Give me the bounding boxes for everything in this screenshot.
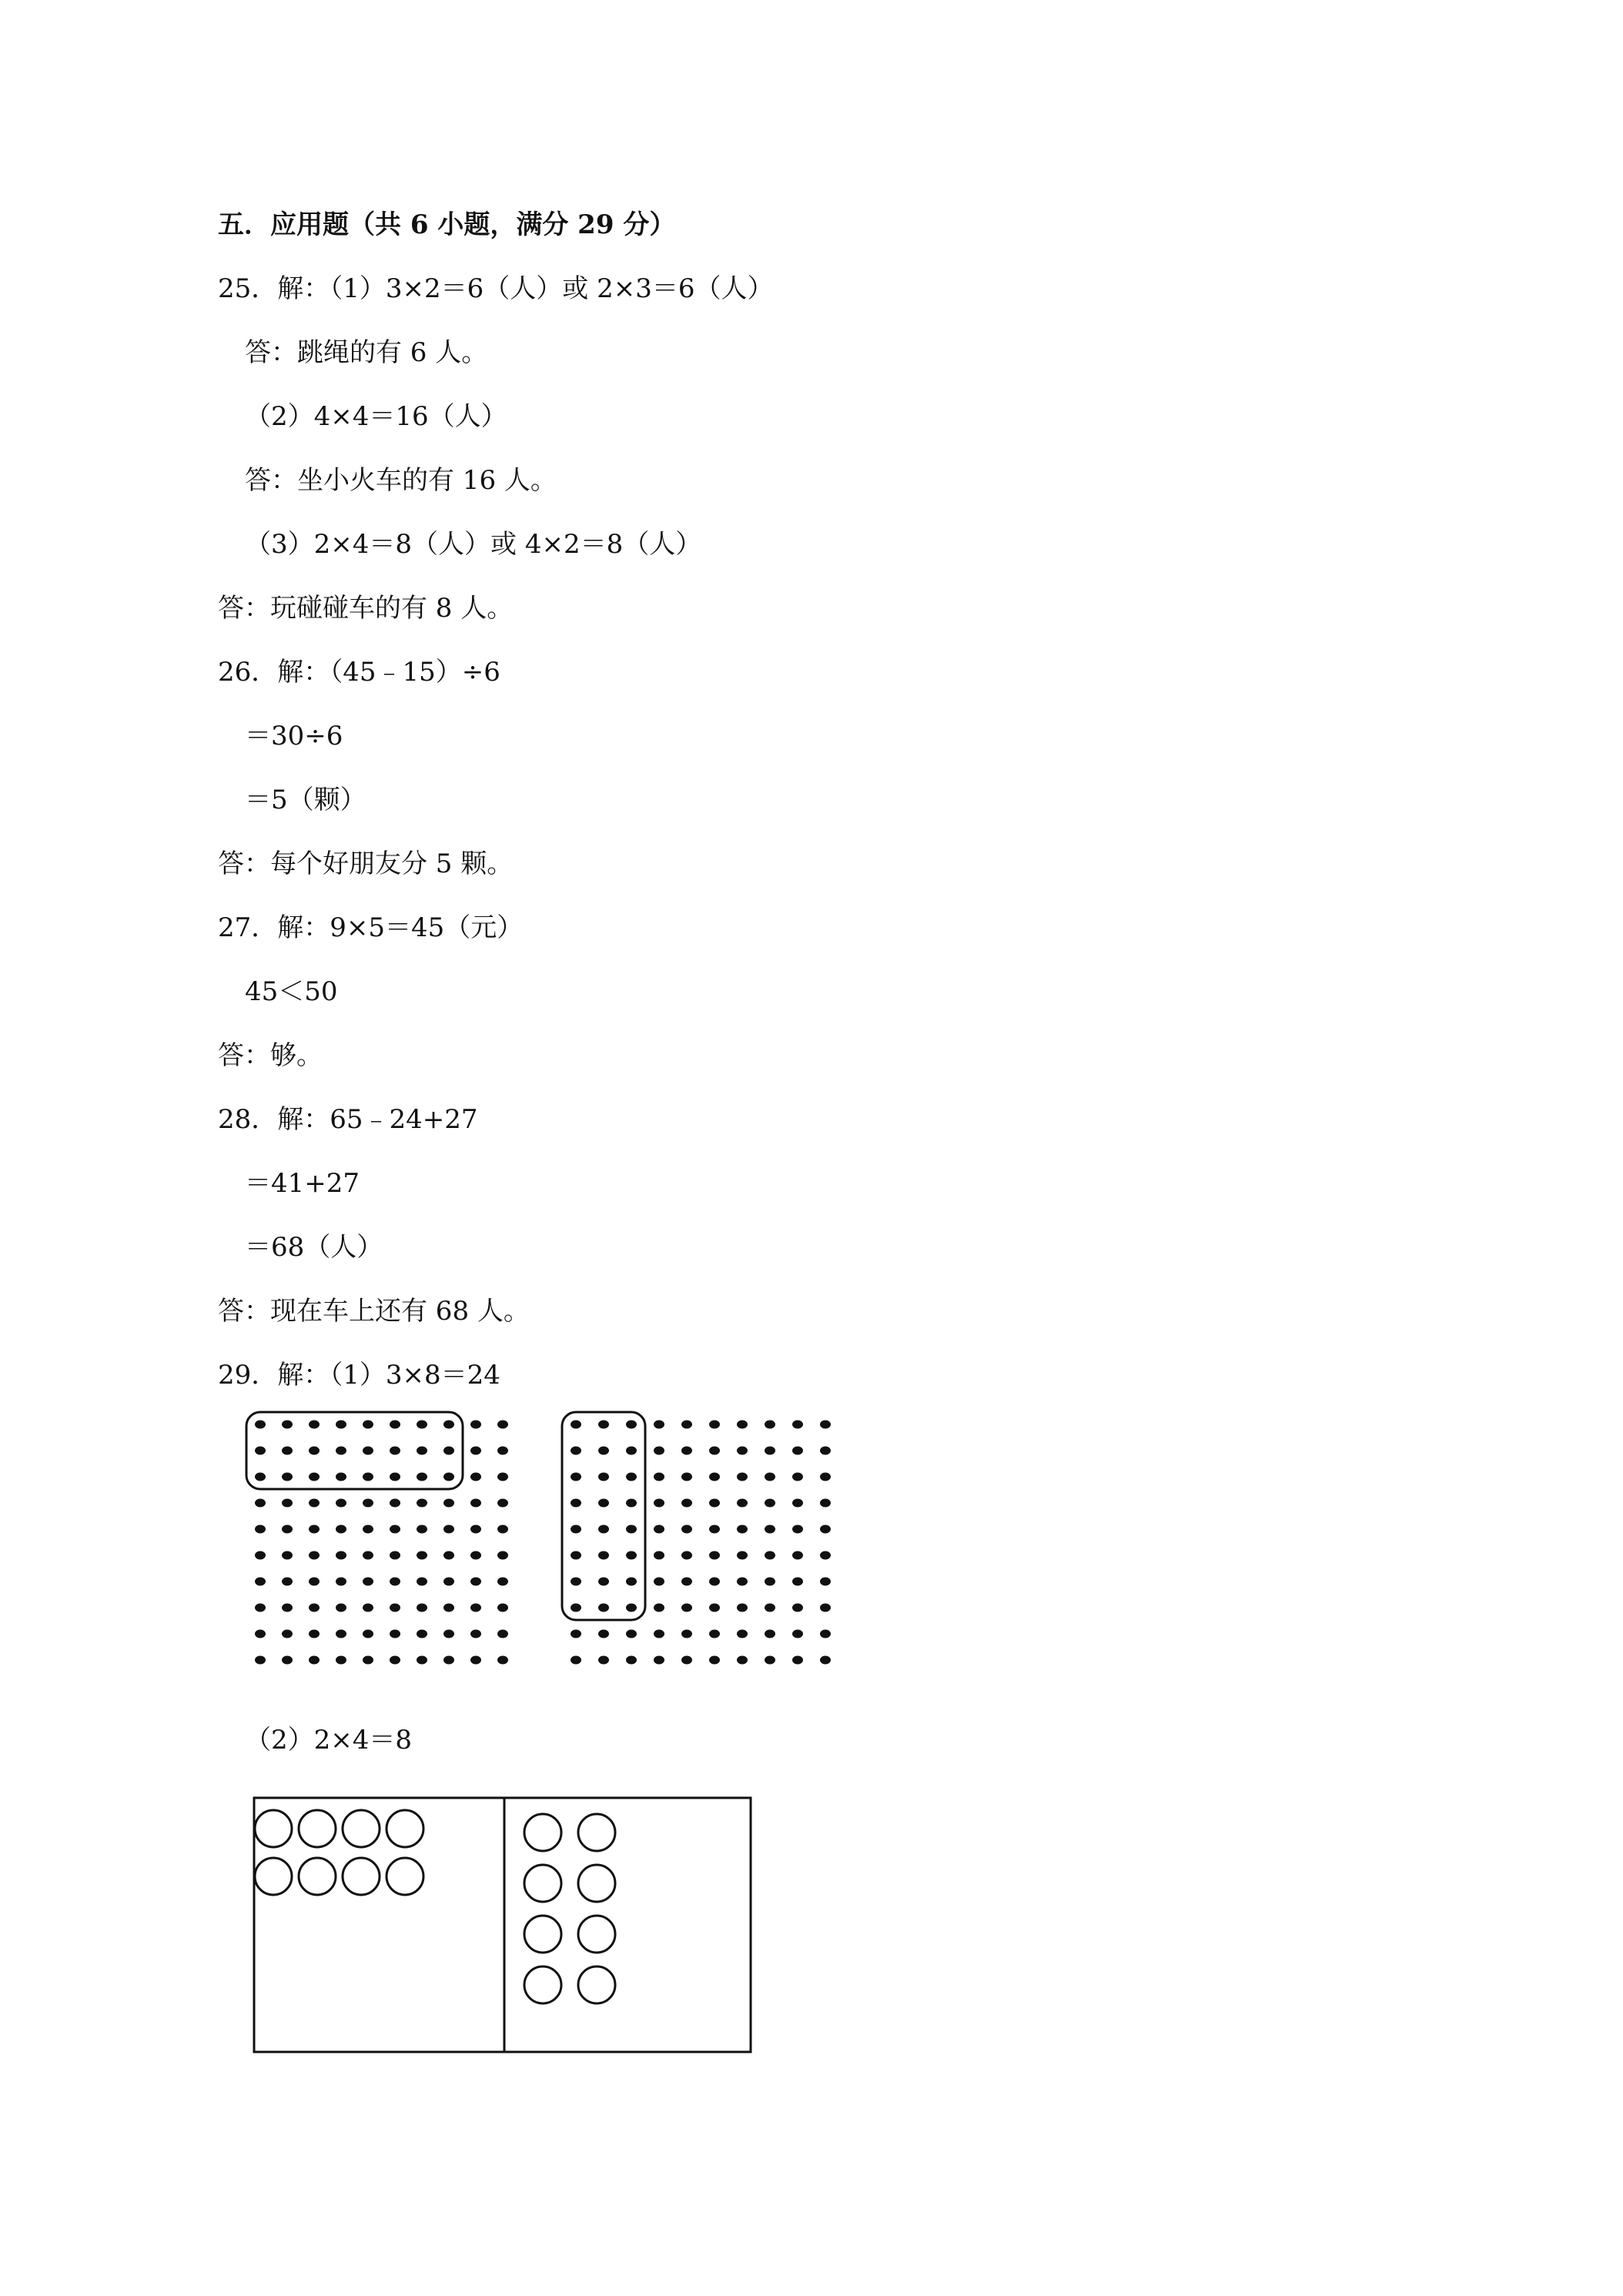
grid-dot bbox=[598, 1421, 609, 1429]
grid-dot bbox=[709, 1421, 720, 1429]
grid-dot bbox=[571, 1447, 581, 1455]
grid-dot bbox=[681, 1421, 692, 1429]
grid-dot bbox=[654, 1604, 664, 1612]
grid-dot bbox=[765, 1604, 775, 1612]
q29-line: 29．解：（1）3×8＝24 bbox=[218, 1360, 500, 1391]
grid-dot bbox=[390, 1421, 400, 1429]
grid-dot bbox=[255, 1499, 266, 1508]
grid-dot bbox=[571, 1473, 581, 1481]
grid-dot bbox=[681, 1578, 692, 1586]
grid-dot bbox=[497, 1656, 508, 1665]
q25-line: 25．解：（1）3×2＝6（人）或 2×3＝6（人） bbox=[218, 273, 774, 304]
grid-dot bbox=[255, 1630, 266, 1638]
group-circle bbox=[524, 1916, 561, 1953]
grid-dot bbox=[598, 1473, 609, 1481]
grid-dot bbox=[363, 1630, 373, 1638]
group-circle bbox=[578, 1865, 615, 1902]
grid-dot bbox=[309, 1473, 320, 1481]
circles-left-group bbox=[255, 1810, 423, 1895]
grid-dot bbox=[654, 1551, 664, 1560]
circle-grouping-figure bbox=[231, 1763, 770, 2071]
group-circle bbox=[524, 1865, 561, 1902]
grid-dot bbox=[363, 1656, 373, 1665]
grid-dot bbox=[417, 1551, 427, 1560]
grid-dot bbox=[309, 1525, 320, 1534]
grid-dot bbox=[390, 1551, 400, 1560]
grid-dot bbox=[626, 1604, 637, 1612]
grid-dot bbox=[737, 1656, 748, 1665]
q25-part-2: （2）4×4＝16（人） bbox=[245, 401, 507, 432]
grid-dot bbox=[737, 1525, 748, 1534]
grid-dot bbox=[497, 1421, 508, 1429]
grid-dot bbox=[737, 1473, 748, 1481]
grid-dot bbox=[571, 1499, 581, 1508]
grid-dot bbox=[765, 1578, 775, 1586]
grid-dot bbox=[497, 1499, 508, 1508]
group-circle bbox=[343, 1858, 380, 1895]
grid-dot bbox=[497, 1630, 508, 1638]
grid-dot bbox=[765, 1525, 775, 1534]
grid-dot bbox=[470, 1551, 481, 1560]
grid-dot bbox=[282, 1656, 293, 1665]
grid-dot bbox=[390, 1604, 400, 1612]
grid-dot bbox=[390, 1447, 400, 1455]
grid-dot bbox=[255, 1447, 266, 1455]
grid-dot bbox=[654, 1630, 664, 1638]
grid-dot bbox=[820, 1473, 831, 1481]
grid-dot bbox=[309, 1499, 320, 1508]
grid-dot bbox=[820, 1656, 831, 1665]
grid-dot bbox=[336, 1499, 346, 1508]
grid-dot bbox=[709, 1551, 720, 1560]
grid-dot bbox=[598, 1604, 609, 1612]
grid-dot bbox=[390, 1499, 400, 1508]
grid-dot bbox=[792, 1656, 803, 1665]
grid-dot bbox=[443, 1421, 454, 1429]
grid-dot bbox=[709, 1473, 720, 1481]
grid-dot bbox=[309, 1421, 320, 1429]
grid-dot bbox=[309, 1551, 320, 1560]
grid-dot bbox=[598, 1551, 609, 1560]
grid-dot bbox=[443, 1551, 454, 1560]
grid-dot bbox=[443, 1578, 454, 1586]
grid-dot bbox=[363, 1447, 373, 1455]
grid-dot bbox=[792, 1525, 803, 1534]
grid-dot bbox=[820, 1421, 831, 1429]
figure-frame bbox=[254, 1798, 751, 2052]
group-circle bbox=[255, 1810, 292, 1847]
grid-dot bbox=[417, 1630, 427, 1638]
grid-dot bbox=[417, 1473, 427, 1481]
q28-line: 28．解：65﹣24+27 bbox=[218, 1104, 478, 1135]
grid-dot bbox=[417, 1447, 427, 1455]
grid-dot bbox=[390, 1525, 400, 1534]
grid-dot bbox=[255, 1525, 266, 1534]
grid-dot bbox=[282, 1578, 293, 1586]
q27-line: 27．解：9×5＝45（元） bbox=[218, 912, 524, 943]
grid-dot bbox=[626, 1421, 637, 1429]
grid-dot bbox=[820, 1525, 831, 1534]
grid-dot bbox=[255, 1604, 266, 1612]
grid-dot bbox=[681, 1630, 692, 1638]
grid-dot bbox=[309, 1656, 320, 1665]
group-circle bbox=[578, 1966, 615, 2003]
grid-dot bbox=[363, 1604, 373, 1612]
q28-answer: 答：现在车上还有 68 人。 bbox=[218, 1296, 530, 1327]
grid-dot bbox=[709, 1499, 720, 1508]
grid-dot bbox=[792, 1473, 803, 1481]
q26-step-2: ＝5（颗） bbox=[245, 785, 366, 815]
grid-dot bbox=[681, 1525, 692, 1534]
grid-dot bbox=[820, 1499, 831, 1508]
group-circle bbox=[299, 1810, 336, 1847]
grid-dot bbox=[681, 1656, 692, 1665]
grid-dot bbox=[709, 1447, 720, 1455]
grid-dot bbox=[765, 1656, 775, 1665]
grid-dot bbox=[309, 1630, 320, 1638]
grid-dot bbox=[792, 1551, 803, 1560]
q26-step-1: ＝30÷6 bbox=[245, 721, 343, 751]
grid-dot bbox=[470, 1656, 481, 1665]
grid-dot bbox=[390, 1656, 400, 1665]
grid-dot bbox=[737, 1604, 748, 1612]
group-circle bbox=[343, 1810, 380, 1847]
grid-dot bbox=[255, 1551, 266, 1560]
grid-dot bbox=[626, 1656, 637, 1665]
grid-dot bbox=[282, 1447, 293, 1455]
grid-dot bbox=[363, 1473, 373, 1481]
grid-dot bbox=[282, 1630, 293, 1638]
grid-dot bbox=[709, 1656, 720, 1665]
grid-dot bbox=[737, 1499, 748, 1508]
grid-dot bbox=[417, 1656, 427, 1665]
grid-dot bbox=[443, 1499, 454, 1508]
grid-dot bbox=[255, 1578, 266, 1586]
grid-dot bbox=[443, 1604, 454, 1612]
grid-dot bbox=[470, 1421, 481, 1429]
grid-dot bbox=[443, 1525, 454, 1534]
grid-dot bbox=[598, 1447, 609, 1455]
grid-dot bbox=[681, 1447, 692, 1455]
grid-dot bbox=[709, 1630, 720, 1638]
q25-part-3: （3）2×4＝8（人）或 4×2＝8（人） bbox=[245, 529, 702, 560]
grid-dot bbox=[309, 1578, 320, 1586]
grid-dot bbox=[737, 1630, 748, 1638]
grid-dot bbox=[681, 1551, 692, 1560]
grid-dot bbox=[390, 1473, 400, 1481]
grid-dot bbox=[792, 1499, 803, 1508]
grid-dot bbox=[626, 1630, 637, 1638]
grid-dot bbox=[681, 1604, 692, 1612]
grid-dot bbox=[282, 1551, 293, 1560]
grid-dot bbox=[417, 1499, 427, 1508]
grid-dot bbox=[765, 1630, 775, 1638]
grid-dot bbox=[765, 1447, 775, 1455]
grid-dot bbox=[820, 1630, 831, 1638]
grid-dot bbox=[336, 1421, 346, 1429]
dot-grid-right bbox=[562, 1412, 831, 1665]
grid-dot bbox=[654, 1421, 664, 1429]
grid-dot bbox=[765, 1421, 775, 1429]
q26-line: 26．解：（45﹣15）÷6 bbox=[218, 657, 500, 688]
grid-dot bbox=[792, 1578, 803, 1586]
selection-outline bbox=[562, 1412, 645, 1620]
grid-dot bbox=[417, 1421, 427, 1429]
group-circle bbox=[524, 1966, 561, 2003]
grid-dot bbox=[681, 1473, 692, 1481]
grid-dot bbox=[309, 1604, 320, 1612]
grid-dot bbox=[255, 1473, 266, 1481]
grid-dot bbox=[792, 1604, 803, 1612]
grid-dot bbox=[737, 1421, 748, 1429]
grid-dot bbox=[709, 1604, 720, 1612]
grid-dot bbox=[654, 1499, 664, 1508]
grid-dot bbox=[765, 1499, 775, 1508]
grid-dot bbox=[820, 1604, 831, 1612]
q28-step-2: ＝68（人） bbox=[245, 1232, 383, 1263]
grid-dot bbox=[282, 1499, 293, 1508]
circles-right-group bbox=[524, 1814, 615, 2003]
grid-dot bbox=[443, 1656, 454, 1665]
grid-dot bbox=[765, 1551, 775, 1560]
grid-dot bbox=[255, 1421, 266, 1429]
grid-dot bbox=[626, 1499, 637, 1508]
grid-dot bbox=[282, 1604, 293, 1612]
group-circle bbox=[578, 1916, 615, 1953]
grid-dot bbox=[598, 1578, 609, 1586]
grid-dot bbox=[336, 1604, 346, 1612]
grid-dot bbox=[336, 1630, 346, 1638]
grid-dot bbox=[470, 1499, 481, 1508]
grid-dot bbox=[363, 1551, 373, 1560]
grid-dot bbox=[598, 1525, 609, 1534]
q27-compare: 45＜50 bbox=[245, 976, 338, 1007]
grid-dot bbox=[470, 1630, 481, 1638]
q26-answer: 答：每个好朋友分 5 颗。 bbox=[218, 848, 514, 879]
grid-dot bbox=[571, 1551, 581, 1560]
grid-dot bbox=[497, 1551, 508, 1560]
grid-dot bbox=[571, 1656, 581, 1665]
grid-dot bbox=[737, 1447, 748, 1455]
grid-dot bbox=[417, 1578, 427, 1586]
grid-dot bbox=[282, 1473, 293, 1481]
grid-dot bbox=[363, 1525, 373, 1534]
grid-dot bbox=[820, 1551, 831, 1560]
grid-dot bbox=[443, 1473, 454, 1481]
q28-step-1: ＝41+27 bbox=[245, 1168, 360, 1199]
grid-dot bbox=[363, 1578, 373, 1586]
section-heading: 五．应用题（共 6 小题，满分 29 分） bbox=[218, 209, 676, 240]
grid-dot bbox=[336, 1473, 346, 1481]
grid-dot bbox=[417, 1604, 427, 1612]
grid-dot bbox=[571, 1630, 581, 1638]
q29-part-2: （2）2×4＝8 bbox=[245, 1725, 413, 1755]
grid-dot bbox=[571, 1421, 581, 1429]
q25-answer-3: 答：玩碰碰车的有 8 人。 bbox=[218, 593, 514, 624]
grid-dot bbox=[681, 1499, 692, 1508]
grid-dot bbox=[470, 1525, 481, 1534]
group-circle bbox=[299, 1858, 336, 1895]
grid-dot bbox=[571, 1578, 581, 1586]
group-circle bbox=[387, 1858, 423, 1895]
group-circle bbox=[578, 1814, 615, 1851]
grid-dot bbox=[654, 1656, 664, 1665]
grid-dot bbox=[571, 1525, 581, 1534]
grid-dot bbox=[363, 1499, 373, 1508]
grid-dot bbox=[255, 1656, 266, 1665]
grid-dot bbox=[497, 1525, 508, 1534]
grid-dot bbox=[654, 1473, 664, 1481]
grid-dot bbox=[626, 1525, 637, 1534]
grid-dot bbox=[336, 1447, 346, 1455]
q25-answer-1: 答：跳绳的有 6 人。 bbox=[245, 337, 488, 368]
grid-dot bbox=[654, 1447, 664, 1455]
selection-outline bbox=[246, 1412, 463, 1489]
grid-dot bbox=[737, 1551, 748, 1560]
q25-answer-2: 答：坐小火车的有 16 人。 bbox=[245, 465, 557, 496]
q27-answer: 答：够。 bbox=[218, 1040, 323, 1071]
grid-dot bbox=[282, 1421, 293, 1429]
grid-dot bbox=[792, 1447, 803, 1455]
grid-dot bbox=[626, 1473, 637, 1481]
grid-dot bbox=[654, 1525, 664, 1534]
grid-dot bbox=[626, 1578, 637, 1586]
grid-dot bbox=[336, 1525, 346, 1534]
group-circle bbox=[387, 1810, 423, 1847]
grid-dot bbox=[792, 1630, 803, 1638]
grid-dot bbox=[470, 1473, 481, 1481]
grid-dot bbox=[792, 1421, 803, 1429]
grid-dot bbox=[598, 1499, 609, 1508]
grid-dot bbox=[626, 1447, 637, 1455]
grid-dot bbox=[470, 1604, 481, 1612]
grid-dot bbox=[336, 1656, 346, 1665]
grid-dot bbox=[709, 1578, 720, 1586]
grid-dot bbox=[497, 1473, 508, 1481]
grid-dot bbox=[497, 1578, 508, 1586]
group-circle bbox=[255, 1858, 292, 1895]
grid-dot bbox=[598, 1630, 609, 1638]
grid-dot bbox=[820, 1447, 831, 1455]
grid-dot bbox=[336, 1551, 346, 1560]
grid-dot bbox=[765, 1473, 775, 1481]
grid-dot bbox=[390, 1630, 400, 1638]
grid-dot bbox=[470, 1578, 481, 1586]
grid-dot bbox=[654, 1578, 664, 1586]
grid-dot bbox=[497, 1447, 508, 1455]
grid-dot bbox=[470, 1447, 481, 1455]
grid-dot bbox=[443, 1447, 454, 1455]
grid-dot bbox=[571, 1604, 581, 1612]
grid-dot bbox=[363, 1421, 373, 1429]
grid-dot bbox=[709, 1525, 720, 1534]
grid-dot bbox=[309, 1447, 320, 1455]
grid-dot bbox=[390, 1578, 400, 1586]
grid-dot bbox=[417, 1525, 427, 1534]
grid-dot bbox=[598, 1656, 609, 1665]
grid-dot bbox=[737, 1578, 748, 1586]
dot-grid-figure bbox=[231, 1409, 847, 1702]
grid-dot bbox=[336, 1578, 346, 1586]
grid-dot bbox=[626, 1551, 637, 1560]
grid-dot bbox=[497, 1604, 508, 1612]
grid-dot bbox=[282, 1525, 293, 1534]
group-circle bbox=[524, 1814, 561, 1851]
grid-dot bbox=[443, 1630, 454, 1638]
grid-dot bbox=[820, 1578, 831, 1586]
dot-grid-left bbox=[246, 1412, 508, 1665]
